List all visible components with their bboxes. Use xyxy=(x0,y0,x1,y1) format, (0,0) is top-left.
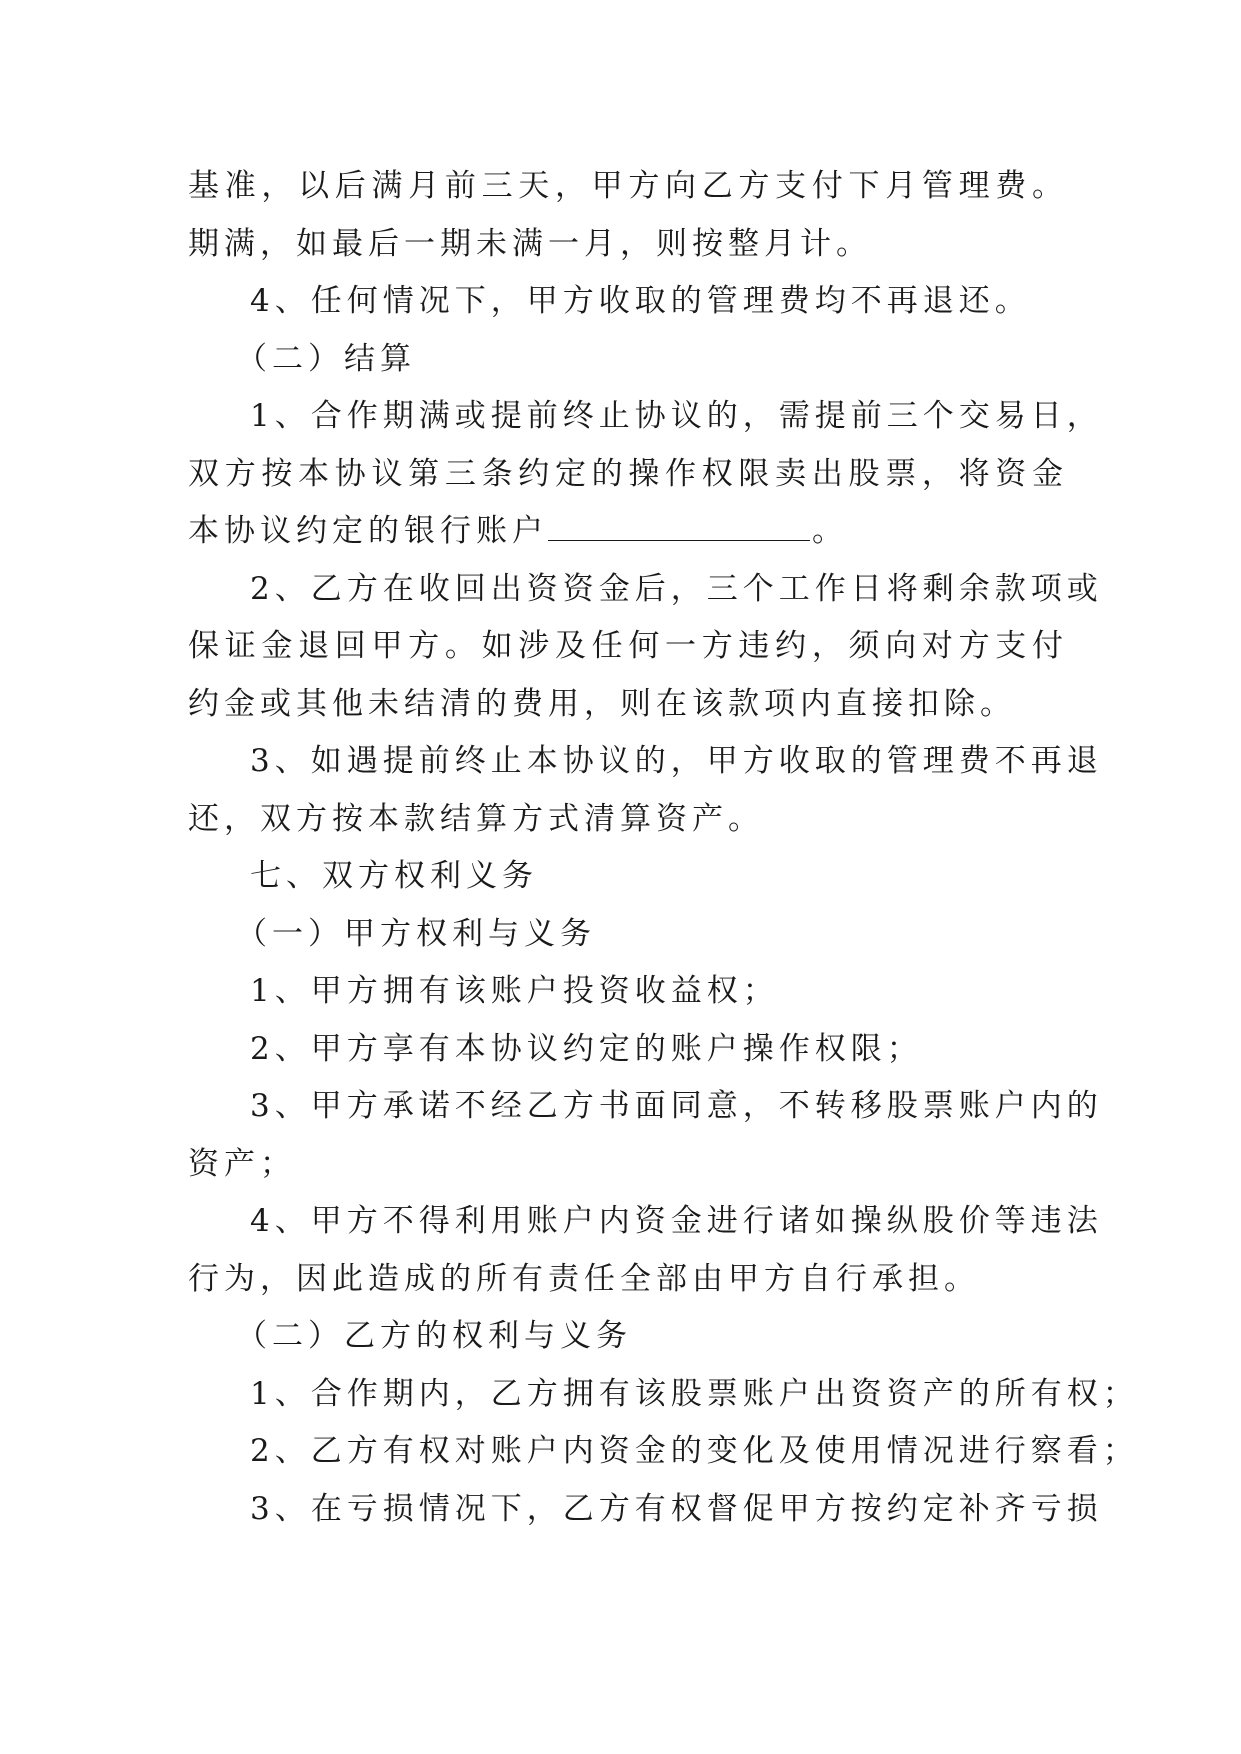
paragraph-line: 4、任何情况下，甲方收取的管理费均不再退还。 xyxy=(250,283,1031,319)
chapter-heading: 七、双方权利义务 xyxy=(250,858,538,894)
paragraph-line: 1、合作期内，乙方拥有该股票账户出资资产的所有权； xyxy=(250,1375,1139,1412)
paragraph-line: 2、乙方有权对账户内资金的变化及使用情况进行察看； xyxy=(250,1433,1139,1469)
bank-account-blank xyxy=(548,518,810,541)
paragraph-line: 2、甲方享有本协议约定的账户操作权限； xyxy=(250,1030,923,1067)
punctuation: 。 xyxy=(812,513,848,549)
paragraph-line: 3、在亏损情况下，乙方有权督促甲方按约定补齐亏损 xyxy=(250,1490,1103,1527)
paragraph-line: 保证金退回甲方。如涉及任何一方违约，须向对方支付 xyxy=(188,628,1068,664)
bank-account-label: 本协议约定的银行账户 xyxy=(188,513,548,549)
section-heading: （二）乙方的权利与义务 xyxy=(236,1318,632,1354)
document-body xyxy=(188,158,1139,1538)
section-heading: （一）甲方权利与义务 xyxy=(236,915,596,952)
paragraph-line: 行为，因此造成的所有责任全部由甲方自行承担。 xyxy=(188,1260,980,1297)
paragraph-line: 2、乙方在收回出资资金后，三个工作日将剩余款项或 xyxy=(250,570,1103,607)
paragraph-line: 基准，以后满月前三天，甲方向乙方支付下月管理费。 xyxy=(188,168,1068,204)
paragraph-line-with-blank xyxy=(188,503,1068,561)
paragraph-line: 双方按本协议第三条约定的操作权限卖出股票，将资金 xyxy=(188,455,1068,492)
paragraph-line: 还，双方按本款结算方式清算资产。 xyxy=(188,800,764,837)
paragraph-line: 3、如遇提前终止本协议的，甲方收取的管理费不再退 xyxy=(250,743,1103,779)
paragraph-line: 1、甲方拥有该账户投资收益权； xyxy=(250,973,779,1009)
paragraph-line: 约金或其他未结清的费用，则在该款项内直接扣除。 xyxy=(188,685,1016,722)
paragraph-line: 3、甲方承诺不经乙方书面同意，不转移股票账户内的 xyxy=(250,1088,1103,1124)
paragraph-line: 1、合作期满或提前终止协议的，需提前三个交易日， xyxy=(250,398,1103,434)
paragraph-line: 期满，如最后一期未满一月，则按整月计。 xyxy=(188,225,872,262)
section-heading: （二）结算 xyxy=(236,340,416,377)
paragraph-line: 资产； xyxy=(188,1145,296,1182)
paragraph-line: 4、甲方不得利用账户内资金进行诸如操纵股价等违法 xyxy=(250,1203,1103,1239)
